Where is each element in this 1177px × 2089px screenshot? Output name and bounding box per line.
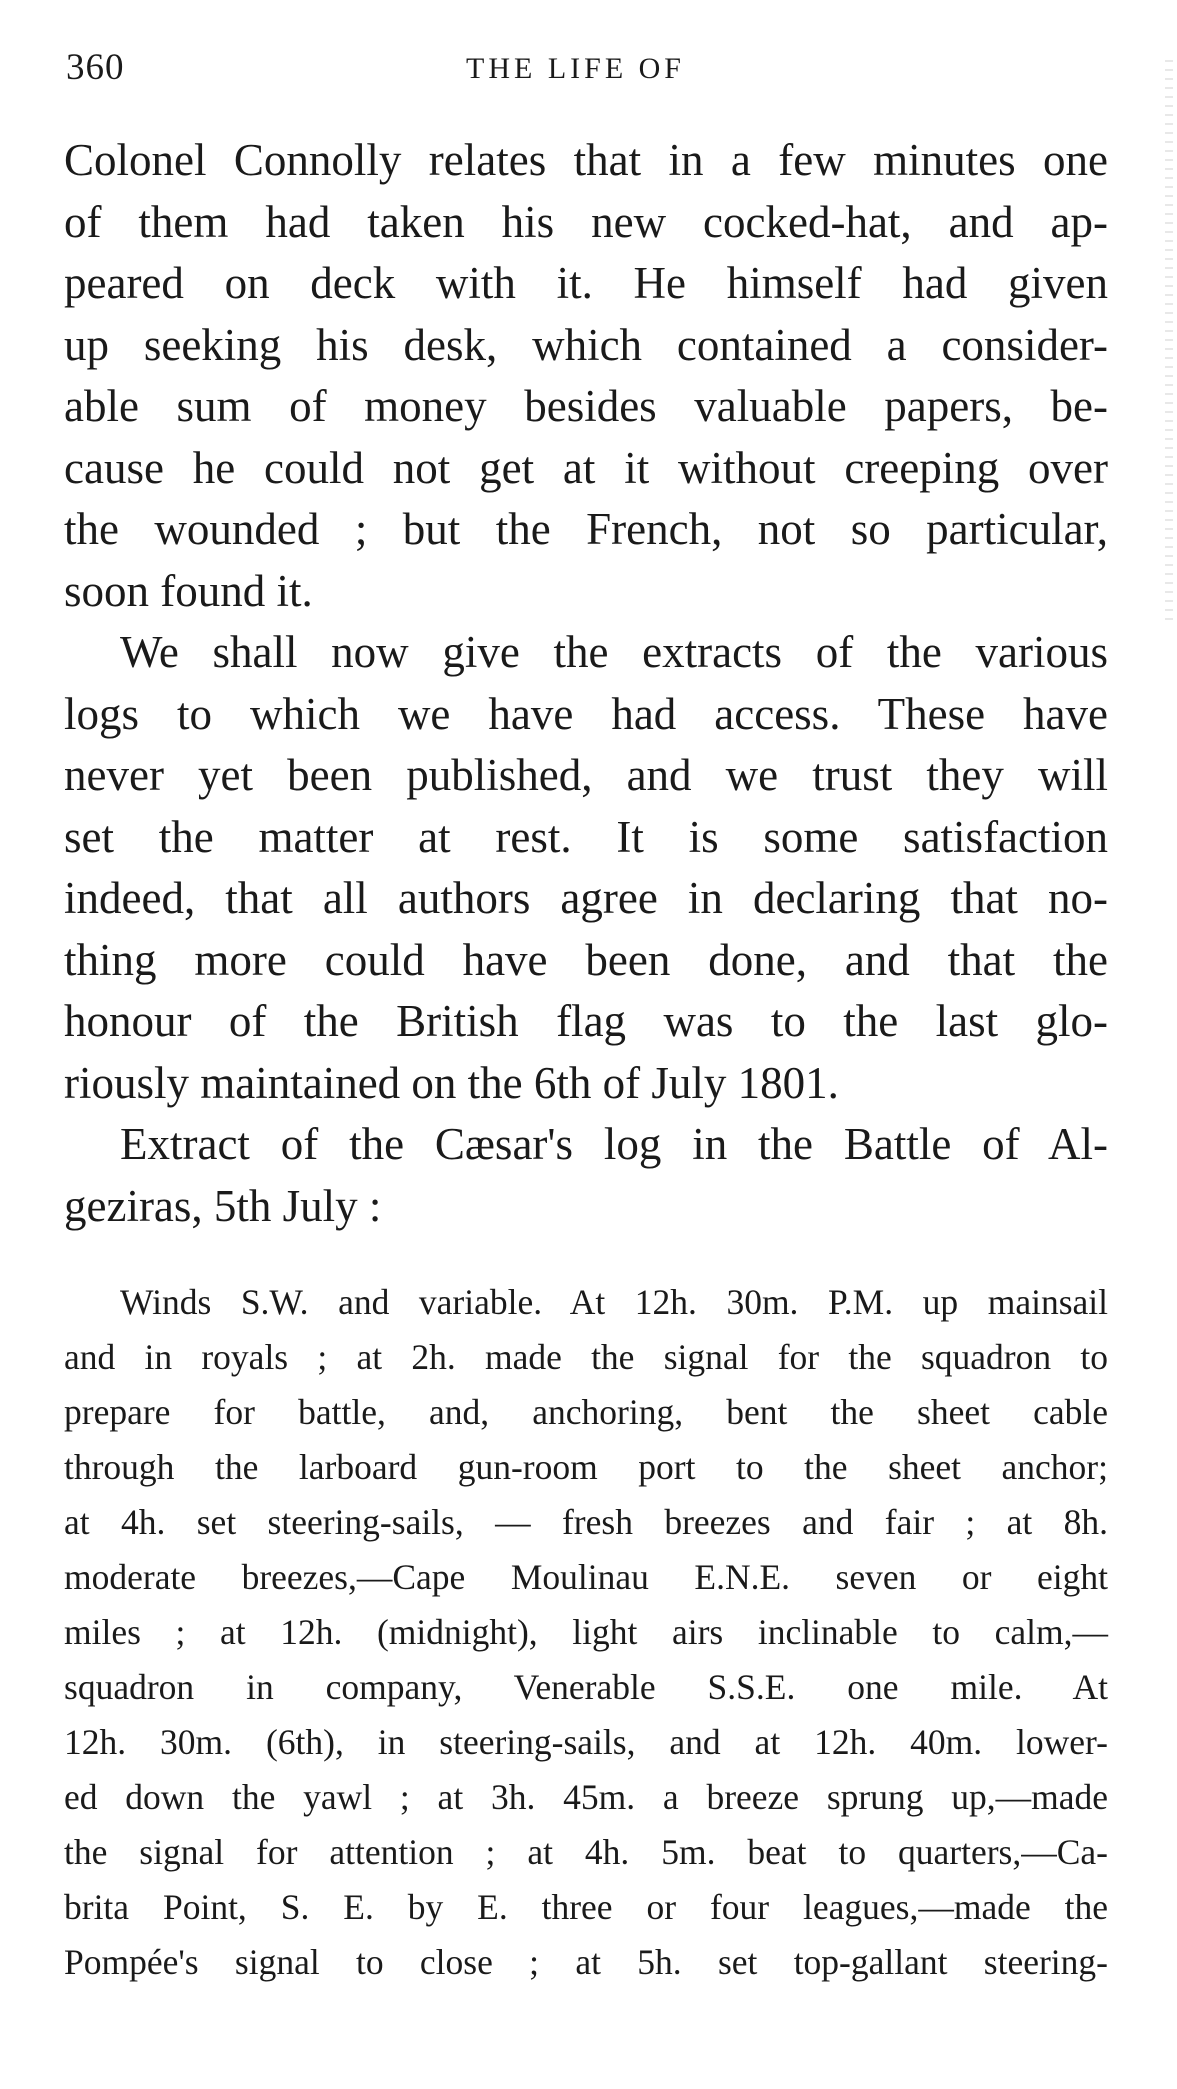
text-line: riously maintained on the 6th of July 1801.: [64, 1057, 839, 1108]
text-line: We shall now give the extracts of the various: [120, 627, 1108, 677]
running-head: THE LIFE OF: [466, 52, 685, 85]
page-header: [66, 40, 1106, 100]
text-line: set the matter at rest. It is some satisfaction: [64, 811, 1108, 862]
log-line: the signal for attention ; at 4h. 5m. beat to quarters,—Ca-: [64, 1832, 1108, 1872]
text-line: the wounded ; but the French, not so particular,: [64, 504, 1108, 554]
paragraph-caesar-intro: [64, 1114, 1108, 1237]
text-line: indeed, that all authors agree in declaring that no-: [64, 873, 1108, 923]
text-line: Colonel Connolly relates that in a few minutes one: [64, 135, 1108, 185]
log-extract: [64, 1275, 1108, 1990]
text-line: able sum of money besides valuable papers, be-: [64, 381, 1108, 431]
body-text: [64, 130, 1108, 1237]
log-line: prepare for battle, and, anchoring, bent the sheet cable: [64, 1392, 1108, 1432]
paragraph-extracts: [64, 622, 1108, 1114]
text-line: Extract of the Cæsar's log in the Battle of Al-: [120, 1119, 1108, 1169]
log-line: squadron in company, Venerable S.S.E. one mile. At: [64, 1667, 1108, 1707]
text-line: thing more could have been done, and that the: [64, 934, 1108, 985]
log-line: at 4h. set steering-sails, — fresh breezes and fair ; at 8h.: [64, 1502, 1108, 1542]
log-line: moderate breezes,—Cape Moulinau E.N.E. seven or eight: [64, 1557, 1108, 1597]
text-line: cause he could not get at it without creeping over: [64, 442, 1108, 493]
paragraph-connolly: [64, 130, 1108, 622]
log-line: miles ; at 12h. (midnight), light airs inclinable to calm,—: [64, 1612, 1108, 1652]
page-number: 360: [66, 47, 125, 88]
text-line: honour of the British flag was to the last glo-: [64, 996, 1108, 1046]
text-line: never yet been published, and we trust they will: [64, 750, 1108, 800]
log-line: Pompée's signal to close ; at 5h. set top-gallant steering-: [64, 1942, 1108, 1982]
scan-edge-artifact: [1165, 60, 1173, 620]
text-line: peared on deck with it. He himself had given: [64, 258, 1108, 308]
text-line: geziras, 5th July :: [64, 1180, 382, 1231]
log-line: through the larboard gun-room port to the sheet anchor;: [64, 1447, 1108, 1487]
log-line: 12h. 30m. (6th), in steering-sails, and at 12h. 40m. lower-: [64, 1722, 1108, 1762]
log-line: ed down the yawl ; at 3h. 45m. a breeze sprung up,—made: [64, 1777, 1108, 1817]
log-line: brita Point, S. E. by E. three or four leagues,—made the: [64, 1887, 1108, 1927]
text-line: of them had taken his new cocked-hat, and ap-: [64, 196, 1108, 247]
text-line: up seeking his desk, which contained a consider-: [64, 319, 1108, 370]
log-line: and in royals ; at 2h. made the signal for the squadron to: [64, 1337, 1108, 1377]
text-line: soon found it.: [64, 565, 313, 616]
text-line: logs to which we have had access. These have: [64, 688, 1108, 739]
log-line: Winds S.W. and variable. At 12h. 30m. P.M. up mainsail: [120, 1282, 1108, 1322]
